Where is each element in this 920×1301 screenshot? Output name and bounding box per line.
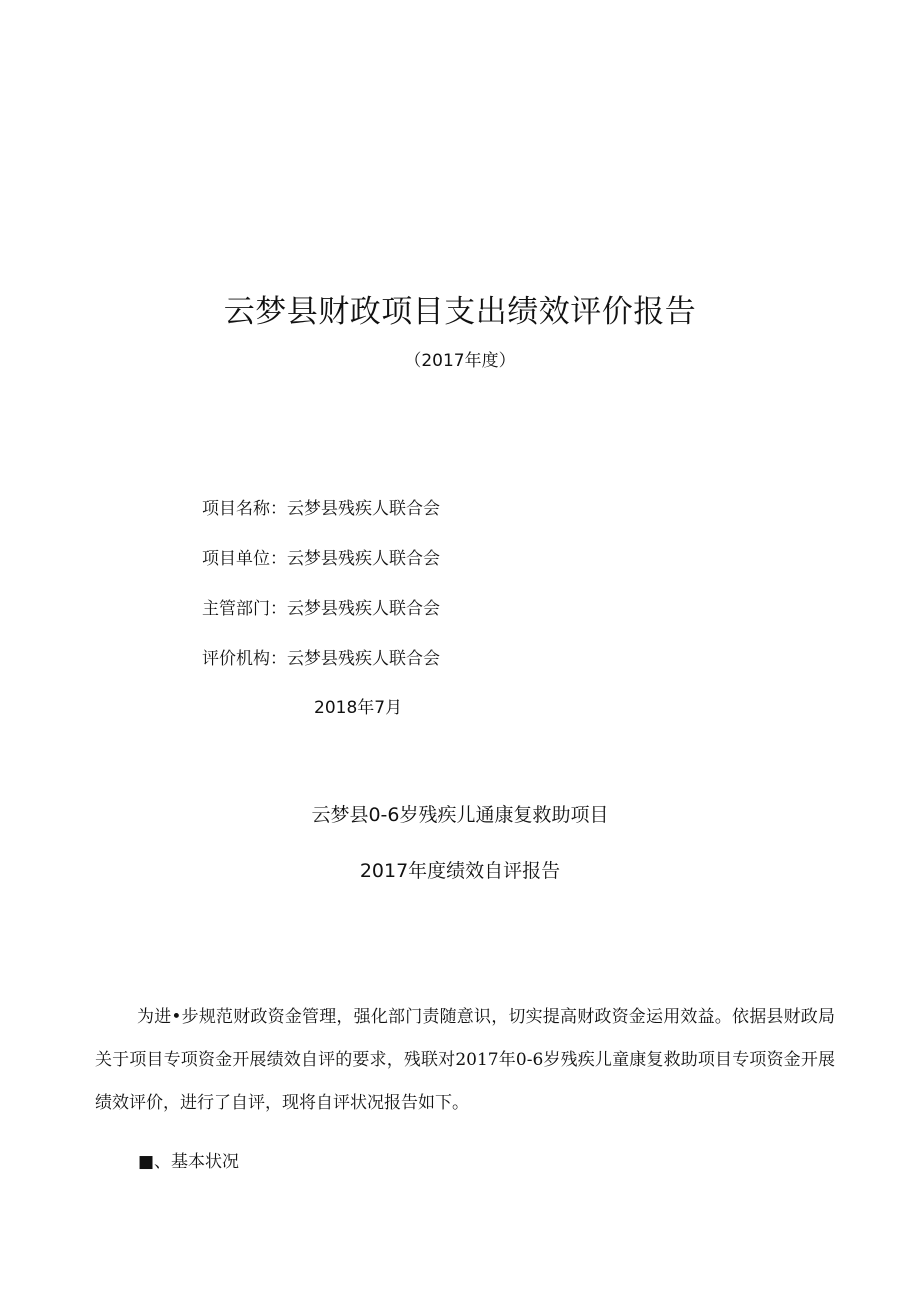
info-label: 主管部门： [202,599,287,619]
document-year: （2017年度） [404,351,516,371]
info-value: 云梦县残疾人联合会 [287,549,440,569]
report-title-line2: 2017年度绩效自评报告 [359,860,561,882]
section-heading: ■、基本状况 [138,1152,240,1172]
info-row-project-unit [202,546,440,572]
info-row-evaluator [202,646,440,672]
info-row-department [202,596,440,622]
info-value: 云梦县残疾人联合会 [287,499,440,519]
info-label: 评价机构： [202,649,287,669]
report-date: 2018年7月 [314,698,403,718]
info-value: 云梦县残疾人联合会 [287,649,440,669]
report-title-line1: 云梦县0-6岁残疾儿通康复救助项目 [311,804,609,826]
info-value: 云梦县残疾人联合会 [287,599,440,619]
info-label: 项目名称： [202,499,287,519]
info-label: 项目单位： [202,549,287,569]
intro-paragraph: 为进•步规范财政资金管理，强化部门责随意识，切实提高财政资金运用效益。依据县财政局关于项目专项资金开展绩效自评的要求，残联对2017年0-6岁残疾儿童康复救助项目专项资金开展绩效评价，进行了自评，现将自评状况报告如下。 [95,1007,835,1113]
info-row-project-name [202,496,440,522]
document-title: 云梦县财政项目支出绩效评价报告 [223,294,697,330]
